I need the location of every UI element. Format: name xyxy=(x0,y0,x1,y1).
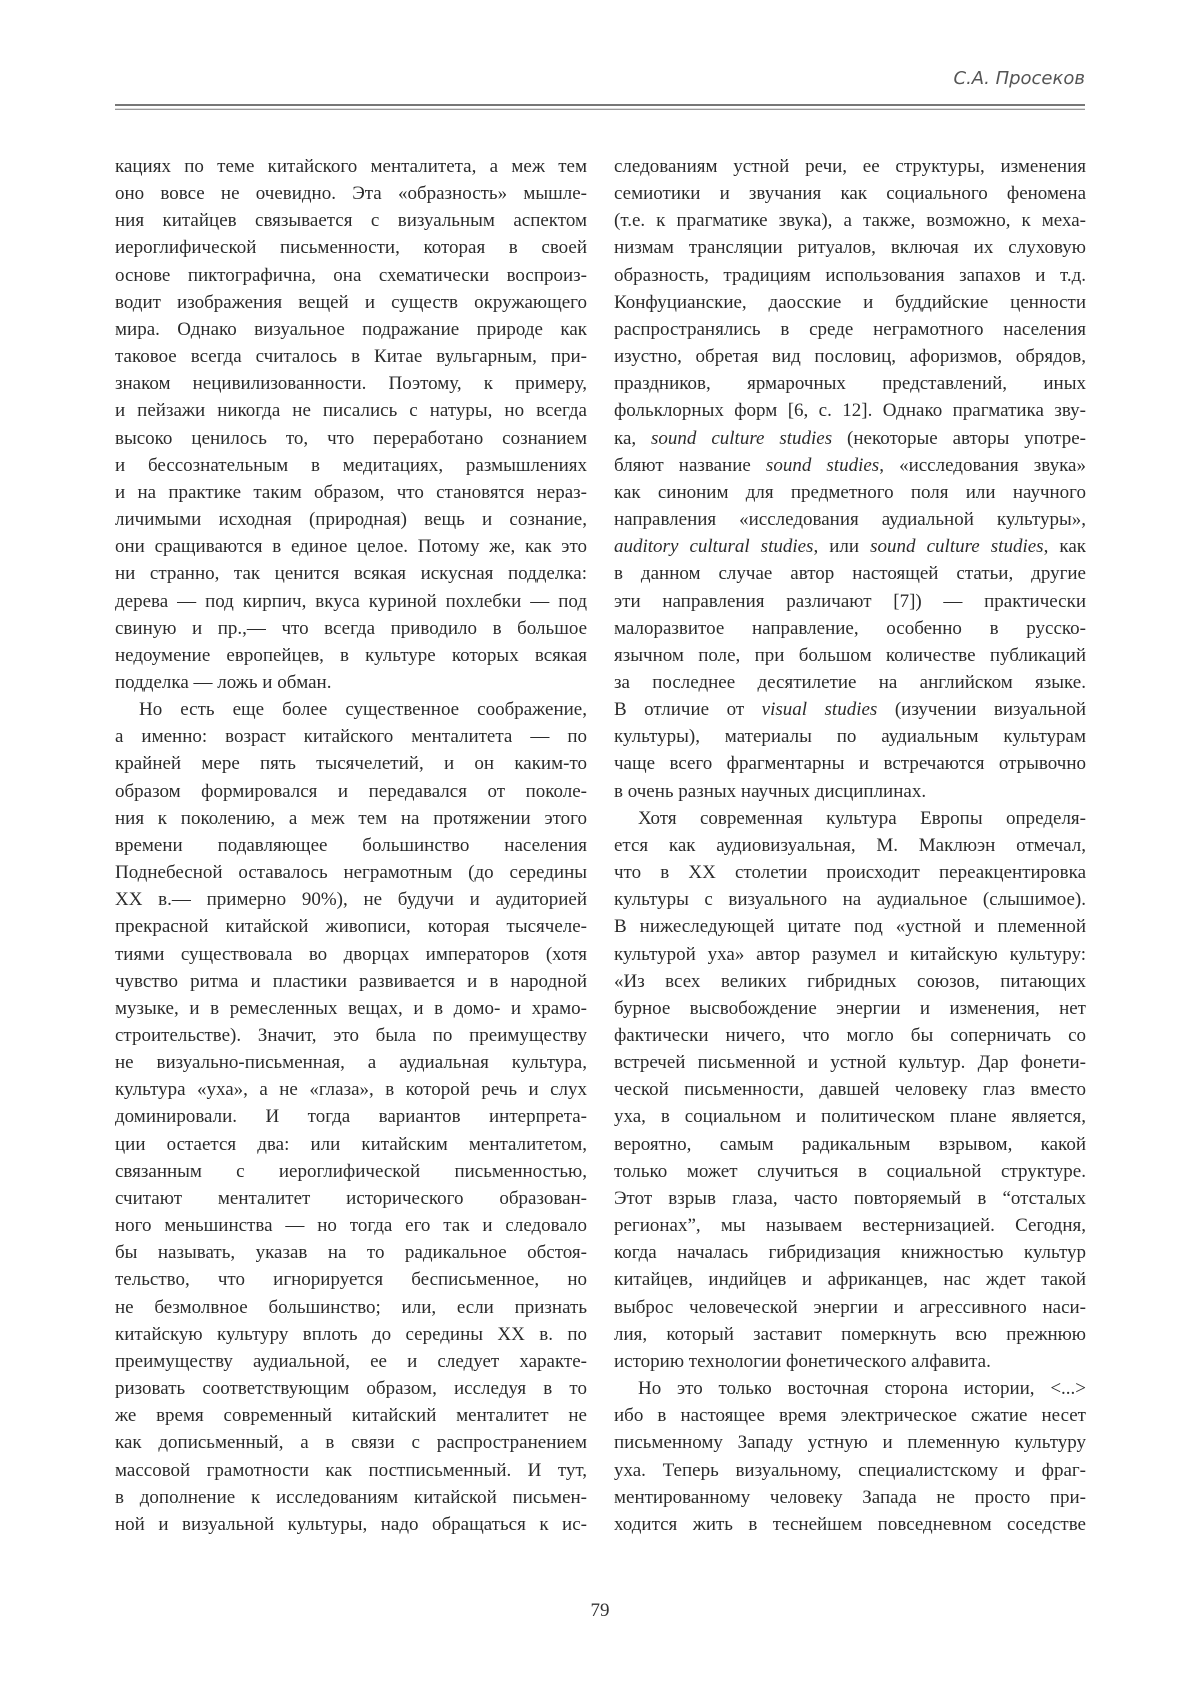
line-text: крайней мере пять тысячелетий, и он каким-то xyxy=(115,753,587,774)
line-text: строительстве). Значит, это была по преимуществу xyxy=(115,1025,587,1046)
line-text: бляют название xyxy=(614,455,766,476)
text-line xyxy=(614,397,1086,424)
line-text: и бессознательным в медитациях, размышлениях xyxy=(115,455,587,476)
text-line xyxy=(115,1402,587,1429)
text-line xyxy=(614,588,1086,615)
line-text: Но это только восточная сторона истории, <...> xyxy=(638,1378,1086,1399)
text-line xyxy=(614,506,1086,533)
line-text: фольклорных форм [6, с. 12]. Однако прагматика зву- xyxy=(614,400,1086,421)
line-text: Хотя современная культура Европы определя- xyxy=(638,808,1086,829)
header-rule xyxy=(115,104,1085,110)
text-line xyxy=(115,615,587,642)
text-line xyxy=(614,1185,1086,1212)
line-text: (т.е. к прагматике звука), а также, возможно, к меха- xyxy=(614,210,1086,231)
page-number: 79 xyxy=(0,1600,1200,1622)
line-text: массовой грамотности как постписьменный. И тут, xyxy=(115,1460,587,1481)
text-line xyxy=(614,995,1086,1022)
line-text: ется как аудиовизуальная, М. Маклюэн отмечал, xyxy=(614,835,1086,856)
text-line xyxy=(614,153,1086,180)
line-text: В нижеследующей цитате под «устной и племенной xyxy=(614,916,1086,937)
text-line xyxy=(614,560,1086,587)
line-text: , или xyxy=(813,536,870,557)
line-text: эти направления различают [7]) — практически xyxy=(614,591,1086,612)
text-line xyxy=(614,1511,1086,1538)
line-text: ции остается два: или китайским менталитетом, xyxy=(115,1134,587,1155)
text-line xyxy=(614,1294,1086,1321)
line-text: времени подавляющее большинство населения xyxy=(115,835,587,856)
line-text: встречей письменной и устной культур. Дар фонети- xyxy=(614,1052,1086,1073)
text-line xyxy=(115,1484,587,1511)
line-text: следованиям устной речи, ее структуры, изменения xyxy=(614,156,1086,177)
line-text: доминировали. И тогда вариантов интерпрета- xyxy=(115,1106,587,1127)
text-line xyxy=(614,1239,1086,1266)
line-text: тельство, что игнорируется бесписьменное, но xyxy=(115,1269,587,1290)
line-text: образность, традициям использования запахов и т.д. xyxy=(614,265,1086,286)
text-line xyxy=(614,207,1086,234)
line-text: только может случиться в социальной структуре. xyxy=(614,1161,1086,1182)
text-line xyxy=(115,642,587,669)
line-text: в данном случае автор настоящей статьи, другие xyxy=(614,563,1086,584)
line-text: водит изображения вещей и существ окружающего xyxy=(115,292,587,313)
text-line xyxy=(115,778,587,805)
text-line xyxy=(614,1076,1086,1103)
text-line xyxy=(115,560,587,587)
line-text: выброс человеческой энергии и агрессивного наси- xyxy=(614,1297,1086,1318)
text-line xyxy=(614,859,1086,886)
line-text: в дополнение к исследованиям китайской письмен- xyxy=(115,1487,587,1508)
text-line xyxy=(115,1022,587,1049)
text-line xyxy=(115,1049,587,1076)
line-text: ния китайцев связывается с визуальным аспектом xyxy=(115,210,587,231)
line-text: музыке, и в ремесленных вещах, и в домо- и храмо- xyxy=(115,998,587,1019)
line-text: и на практике таким образом, что становятся нераз- xyxy=(115,482,587,503)
text-line xyxy=(614,832,1086,859)
line-text: регионах”, мы называем вестернизацией. Сегодня, xyxy=(614,1215,1086,1236)
text-line xyxy=(115,207,587,234)
text-line xyxy=(614,234,1086,261)
italic-term: auditory cultural studies xyxy=(614,536,813,557)
line-text: недоумение европейцев, в культуре которых всякая xyxy=(115,645,587,666)
line-text: свиную и пр.,— что всегда приводило в большое xyxy=(115,618,587,639)
text-line xyxy=(115,1158,587,1185)
text-line xyxy=(115,506,587,533)
line-text: оно вовсе не очевидно. Эта «образность» мышле- xyxy=(115,183,587,204)
text-line xyxy=(614,1266,1086,1293)
text-line xyxy=(115,968,587,995)
running-head-author: С.А. Просеков xyxy=(954,68,1085,89)
line-text: , «исследования звука» xyxy=(879,455,1086,476)
text-line xyxy=(115,234,587,261)
line-text: китайскую культуру вплоть до середины XX в. по xyxy=(115,1324,587,1345)
line-text: праздников, ярмарочных представлений, иных xyxy=(614,373,1086,394)
text-line xyxy=(614,805,1086,832)
line-text: Поднебесной оставалось неграмотным (до середины xyxy=(115,862,587,883)
text-line xyxy=(614,750,1086,777)
line-text: распространялись в среде неграмотного населения xyxy=(614,319,1086,340)
line-text: язычном поле, при большом количестве публикаций xyxy=(614,645,1086,666)
text-line xyxy=(115,1321,587,1348)
line-text: XX в.— примерно 90%), не будучи и аудиторией xyxy=(115,889,587,910)
text-line xyxy=(614,669,1086,696)
text-line xyxy=(614,1022,1086,1049)
line-text: В отличие от xyxy=(614,699,762,720)
text-line xyxy=(614,343,1086,370)
text-line xyxy=(614,316,1086,343)
line-text: таковое всегда считалось в Китае вульгарным, при- xyxy=(115,346,587,367)
text-line xyxy=(614,886,1086,913)
line-text: культурой уха» автор разумел и китайскую культуру: xyxy=(614,944,1086,965)
text-line xyxy=(115,1103,587,1130)
text-line xyxy=(115,1429,587,1456)
text-line xyxy=(614,479,1086,506)
line-text: дерева — под кирпич, вкуса куриной похлебки — под xyxy=(115,591,587,612)
line-text: письменному Западу устную и племенную культуру xyxy=(614,1432,1086,1453)
line-text: когда началась гибридизация книжностью культур xyxy=(614,1242,1086,1263)
text-line xyxy=(115,805,587,832)
line-text: Конфуцианские, даосские и буддийские ценности xyxy=(614,292,1086,313)
text-line xyxy=(614,1321,1086,1348)
text-line xyxy=(614,1103,1086,1130)
text-line xyxy=(115,588,587,615)
text-line xyxy=(614,696,1086,723)
line-text: бы называть, указав на то радикальное обстоя- xyxy=(115,1242,587,1263)
line-text: вероятно, самым радикальным взрывом, какой xyxy=(614,1134,1086,1155)
text-line xyxy=(115,1348,587,1375)
line-text: тиями существовала во дворцах императоров (хотя xyxy=(115,944,587,965)
text-line xyxy=(115,343,587,370)
text-line xyxy=(115,1239,587,1266)
italic-term: sound culture studies xyxy=(870,536,1043,557)
text-line xyxy=(115,995,587,1022)
line-text: семиотики и звучания как социального феномена xyxy=(614,183,1086,204)
text-line xyxy=(115,153,587,180)
text-line xyxy=(614,180,1086,207)
text-line xyxy=(614,370,1086,397)
text-line xyxy=(115,1375,587,1402)
text-line xyxy=(115,316,587,343)
italic-term: visual studies xyxy=(762,699,878,720)
text-line xyxy=(614,1484,1086,1511)
text-line xyxy=(115,1266,587,1293)
text-line xyxy=(115,533,587,560)
line-text: уха, в социальном и политическом плане является, xyxy=(614,1106,1086,1127)
text-line xyxy=(614,913,1086,940)
text-line xyxy=(614,1429,1086,1456)
line-text: кациях по теме китайского менталитета, а меж тем xyxy=(115,156,587,177)
text-line xyxy=(115,1131,587,1158)
line-text: высоко ценилось то, что переработано сознанием xyxy=(115,428,587,449)
line-text: уха. Теперь визуальному, специалистскому и фраг- xyxy=(614,1460,1086,1481)
text-line xyxy=(614,1049,1086,1076)
line-text: же время современный китайский менталитет не xyxy=(115,1405,587,1426)
text-line xyxy=(115,397,587,424)
line-text: связанным с иероглифической письменностью, xyxy=(115,1161,587,1182)
line-text: направления «исследования аудиальной культуры», xyxy=(614,509,1086,530)
line-text: китайцев, индийцев и африканцев, нас ждет такой xyxy=(614,1269,1086,1290)
line-text: , как xyxy=(1044,536,1086,557)
text-column-right xyxy=(614,153,1086,1538)
text-line xyxy=(614,968,1086,995)
text-line xyxy=(614,723,1086,750)
line-text: низмам трансляции ритуалов, включая их слуховую xyxy=(614,237,1086,258)
line-text: культуры), материалы по аудиальным культурам xyxy=(614,726,1086,747)
line-text: что в XX столетии происходит переакцентировка xyxy=(614,862,1086,883)
line-text: ного меньшинства — но тогда его так и следовало xyxy=(115,1215,587,1236)
line-text: в очень разных научных дисциплинах. xyxy=(614,781,926,802)
line-text: (некоторые авторы употре- xyxy=(832,428,1086,449)
text-line xyxy=(115,696,587,723)
line-text: не визуально-письменная, а аудиальная культура, xyxy=(115,1052,587,1073)
text-line xyxy=(614,1158,1086,1185)
text-line xyxy=(614,1348,1086,1375)
text-line xyxy=(115,886,587,913)
line-text: бурное высвобождение энергии и изменения, нет xyxy=(614,998,1086,1019)
text-column-left xyxy=(115,153,587,1538)
line-text: подделка — ложь и обман. xyxy=(115,672,331,693)
text-line xyxy=(614,1131,1086,1158)
line-text: ной и визуальной культуры, надо обращаться к ис- xyxy=(115,1514,587,1535)
text-line xyxy=(115,425,587,452)
italic-term: sound studies xyxy=(766,455,879,476)
line-text: мира. Однако визуальное подражание природе как xyxy=(115,319,587,340)
italic-term: sound culture studies xyxy=(651,428,832,449)
line-text: культура «уха», а не «глаза», в которой речь и слух xyxy=(115,1079,587,1100)
line-text: ни странно, так ценится всякая искусная подделка: xyxy=(115,563,587,584)
line-text: за последнее десятилетие на английском языке. xyxy=(614,672,1086,693)
line-text: считают менталитет исторического образован- xyxy=(115,1188,587,1209)
line-text: ния к поколению, а меж тем на протяжении этого xyxy=(115,808,587,829)
line-text: изустно, обретая вид пословиц, афоризмов, обрядов, xyxy=(614,346,1086,367)
text-line xyxy=(115,1185,587,1212)
text-line xyxy=(115,1511,587,1538)
text-line xyxy=(614,1402,1086,1429)
line-text: ризовать соответствующим образом, исследуя в то xyxy=(115,1378,587,1399)
text-line xyxy=(614,425,1086,452)
line-text: преимуществу аудиальной, ее и следует характе- xyxy=(115,1351,587,1372)
line-text: и пейзажи никогда не писались с натуры, но всегда xyxy=(115,400,587,421)
text-line xyxy=(115,1212,587,1239)
line-text: Но есть еще более существенное соображение, xyxy=(139,699,587,720)
text-line xyxy=(115,832,587,859)
line-text: они сращиваются в единое целое. Потому же, как это xyxy=(115,536,587,557)
line-text: малоразвитое направление, особенно в русско- xyxy=(614,618,1086,639)
text-line xyxy=(614,533,1086,560)
line-text: лия, который заставит померкнуть всю прежнюю xyxy=(614,1324,1086,1345)
text-line xyxy=(115,941,587,968)
line-text: культуры с визуального на аудиальное (слышимое). xyxy=(614,889,1086,910)
line-text: как дописьменный, а в связи с распространением xyxy=(115,1432,587,1453)
text-line xyxy=(614,262,1086,289)
text-line xyxy=(614,289,1086,316)
line-text: историю технологии фонетического алфавита. xyxy=(614,1351,991,1372)
text-line xyxy=(614,452,1086,479)
text-line xyxy=(115,180,587,207)
line-text: личимыми исходная (природная) вещь и сознание, xyxy=(115,509,587,530)
text-line xyxy=(115,859,587,886)
text-line xyxy=(614,642,1086,669)
text-line xyxy=(115,723,587,750)
text-line xyxy=(115,669,587,696)
text-line xyxy=(614,1375,1086,1402)
line-text: чаще всего фрагментарны и встречаются отрывочно xyxy=(614,753,1086,774)
line-text: фактически ничего, что могло бы соперничать со xyxy=(614,1025,1086,1046)
line-text: ментированному человеку Запада не просто при- xyxy=(614,1487,1086,1508)
text-line xyxy=(115,289,587,316)
text-line xyxy=(614,778,1086,805)
line-text: а именно: возраст китайского менталитета — по xyxy=(115,726,587,747)
text-line xyxy=(614,615,1086,642)
text-line xyxy=(115,370,587,397)
line-text: ческой письменности, давшей человеку глаз вместо xyxy=(614,1079,1086,1100)
line-text: Этот взрыв глаза, часто повторяемый в “отсталых xyxy=(614,1188,1086,1209)
line-text: «Из всех великих гибридных союзов, питающих xyxy=(614,971,1086,992)
line-text: основе пиктографична, она схематически воспроиз- xyxy=(115,265,587,286)
text-line xyxy=(614,941,1086,968)
line-text: знаком нецивилизованности. Поэтому, к примеру, xyxy=(115,373,587,394)
line-text: прекрасной китайской живописи, которая тысячеле- xyxy=(115,916,587,937)
text-line xyxy=(614,1212,1086,1239)
text-line xyxy=(115,452,587,479)
line-text: ибо в настоящее время электрическое сжатие несет xyxy=(614,1405,1086,1426)
text-line xyxy=(115,262,587,289)
text-line xyxy=(115,1457,587,1484)
line-text: иероглифической письменности, которая в своей xyxy=(115,237,587,258)
line-text: чувство ритма и пластики развивается и в народной xyxy=(115,971,587,992)
text-line xyxy=(115,913,587,940)
text-line xyxy=(115,479,587,506)
line-text: не безмолвное большинство; или, если признать xyxy=(115,1297,587,1318)
line-text: ходится жить в теснейшем повседневном соседстве xyxy=(614,1514,1086,1535)
line-text: образом формировался и передавался от поколе- xyxy=(115,781,587,802)
line-text: как синоним для предметного поля или научного xyxy=(614,482,1086,503)
text-line xyxy=(115,1294,587,1321)
text-line xyxy=(115,750,587,777)
line-text: ка, xyxy=(614,428,651,449)
text-line xyxy=(115,1076,587,1103)
text-line xyxy=(614,1457,1086,1484)
line-text: (изучении визуальной xyxy=(877,699,1086,720)
